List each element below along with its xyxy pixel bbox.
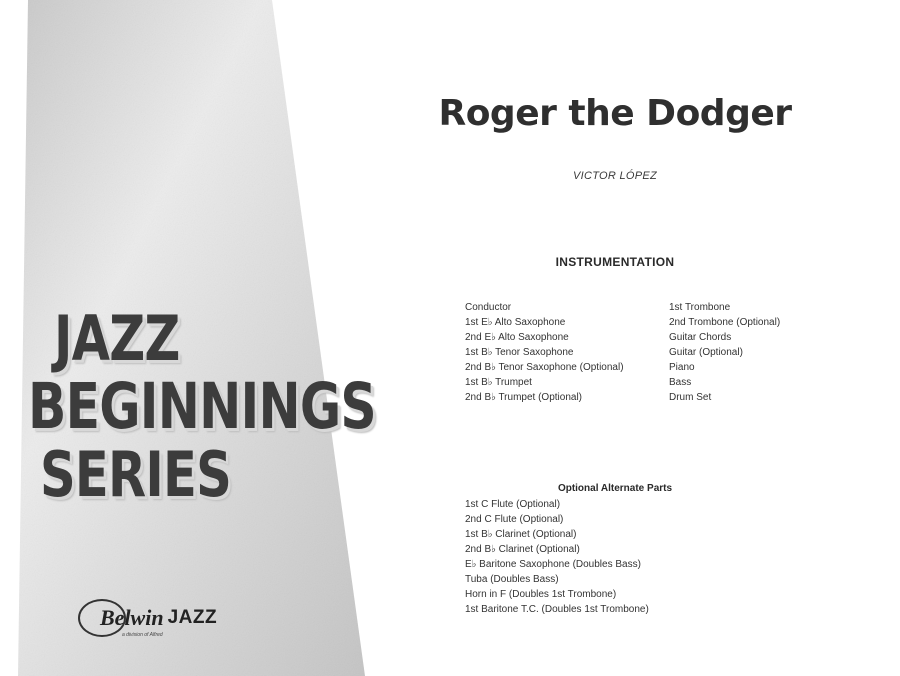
list-item: 2nd Trombone (Optional) <box>669 317 781 328</box>
series-title-line-3: SERIES <box>40 438 232 511</box>
series-title <box>28 302 376 511</box>
list-item: 2nd B♭ Clarinet (Optional) <box>465 544 580 555</box>
cover-panel <box>0 0 376 676</box>
list-item: 1st B♭ Trumpet <box>465 377 532 388</box>
publisher-name: Belwin <box>100 605 164 630</box>
list-item: Conductor <box>465 302 512 313</box>
list-item: Horn in F (Doubles 1st Trombone) <box>465 589 617 600</box>
publisher-logo <box>78 598 217 638</box>
logo-oval-icon <box>78 599 126 637</box>
list-item: Guitar (Optional) <box>669 347 743 358</box>
list-item: 1st C Flute (Optional) <box>465 499 561 510</box>
list-item: 1st Baritone T.C. (Doubles 1st Trombone) <box>465 604 649 615</box>
list-item: Piano <box>669 362 695 373</box>
list-item: Tuba (Doubles Bass) <box>465 574 559 585</box>
list-item: 2nd B♭ Tenor Saxophone (Optional) <box>465 362 624 373</box>
composer-name: VICTOR LÓPEZ <box>572 170 658 182</box>
list-item: 1st E♭ Alto Saxophone <box>465 317 566 328</box>
list-item: E♭ Baritone Saxophone (Doubles Bass) <box>465 559 641 570</box>
list-item: 2nd C Flute (Optional) <box>465 514 564 525</box>
publisher-suffix: JAZZ <box>167 607 218 628</box>
list-item: 1st B♭ Tenor Saxophone <box>465 347 574 358</box>
list-item: 2nd B♭ Trumpet (Optional) <box>465 392 582 403</box>
instrumentation-heading: INSTRUMENTATION <box>555 255 675 269</box>
series-title-line-1: JAZZ <box>54 302 180 375</box>
instrumentation-column-1 <box>465 300 624 405</box>
list-item: Guitar Chords <box>669 332 732 343</box>
series-title-line-2: BEGINNINGS <box>28 370 376 443</box>
list-item: Bass <box>669 377 692 388</box>
alternate-parts-heading: Optional Alternate Parts <box>557 483 673 494</box>
publisher-tagline: a division of Alfred <box>122 632 163 638</box>
list-item: 1st Trombone <box>669 302 731 313</box>
piece-title: Roger the Dodger <box>438 93 792 134</box>
list-item: Drum Set <box>669 392 712 403</box>
list-item: 1st B♭ Clarinet (Optional) <box>465 529 577 540</box>
instrumentation-column-2 <box>669 300 780 405</box>
alternate-parts-list <box>465 497 649 617</box>
list-item: 2nd E♭ Alto Saxophone <box>465 332 569 343</box>
